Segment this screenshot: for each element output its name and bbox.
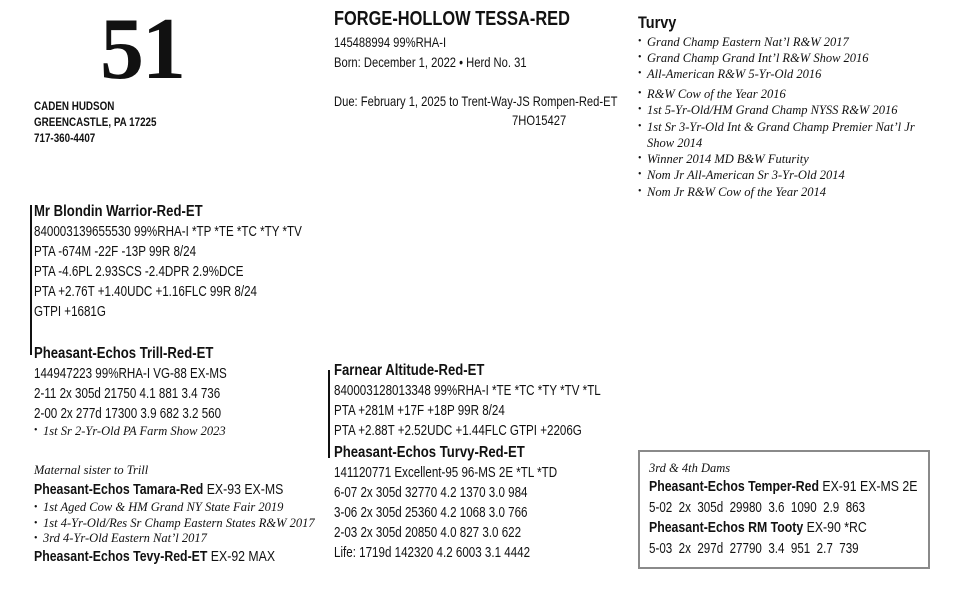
dam4-name: Pheasant-Echos RM Tooty bbox=[649, 519, 804, 536]
granddam-records bbox=[334, 483, 530, 563]
turvy-honor-item: • Nom Jr R&W Cow of the Year 2014 bbox=[638, 184, 930, 200]
maternal-other-class: EX-92 MAX bbox=[207, 548, 276, 565]
sire-detail-line: PTA -674M -22F -13P 99R 8/24 bbox=[34, 244, 197, 260]
dam3-record: 5-02 2x 305d 29980 3.6 1090 2.9 863 bbox=[649, 500, 866, 516]
sire-detail-line: GTPI +1681G bbox=[34, 304, 106, 320]
consignor-phone: 717-360-4407 bbox=[34, 131, 96, 145]
granddam-class: 141120771 Excellent-95 96-MS 2E *TL *TD bbox=[334, 465, 558, 481]
dam-sire-details bbox=[334, 381, 601, 441]
sire-details bbox=[34, 222, 302, 322]
granddam-name: Pheasant-Echos Turvy-Red-ET bbox=[334, 444, 525, 461]
animal-born: Born: December 1, 2022 • Herd No. 31 bbox=[334, 54, 527, 70]
dam4-record: 5-03 2x 297d 27790 3.4 951 2.7 739 bbox=[649, 541, 859, 557]
dam3-name: Pheasant-Echos Temper-Red bbox=[649, 478, 819, 495]
turvy-honor-item: • Nom Jr All-American Sr 3-Yr-Old 2014 bbox=[638, 167, 930, 183]
animal-due: Due: February 1, 2025 to Trent-Way-JS Rompen-Red-ET bbox=[334, 93, 618, 109]
dam-detail-line: 144947223 99%RHA-I VG-88 EX-MS bbox=[34, 366, 227, 382]
dams-box-label: 3rd & 4th Dams bbox=[649, 461, 731, 475]
dam-sire-name: Farnear Altitude-Red-ET bbox=[334, 362, 485, 379]
dam3-class: EX-91 EX-MS 2E bbox=[818, 478, 918, 495]
service-sire-code: 7HO15427 bbox=[512, 112, 567, 128]
turvy-honor-item: • Grand Champ Grand Int’l R&W Show 2016 bbox=[638, 50, 938, 66]
dam-sire-detail-line: PTA +281M +17F +18P 99R 8/24 bbox=[334, 403, 505, 419]
dam-honors bbox=[34, 423, 226, 439]
animal-reg: 145488994 99%RHA-I bbox=[334, 34, 447, 50]
dam-sire-detail-line: PTA +2.88T +2.52UDC +1.44FLC GTPI +2206G bbox=[334, 423, 582, 439]
maternal-sister-honors bbox=[34, 500, 315, 547]
dam4-class: EX-90 *RC bbox=[803, 519, 867, 536]
dam-detail-line: 2-00 2x 277d 17300 3.9 682 3.2 560 bbox=[34, 406, 222, 422]
sire-detail-line: PTA -4.6PL 2.93SCS -2.4DPR 2.9%DCE bbox=[34, 264, 244, 280]
dam-details bbox=[34, 364, 227, 424]
dam3-line bbox=[649, 477, 917, 497]
sister-honor-item: • 1st Aged Cow & HM Grand NY State Fair 2019 bbox=[34, 500, 315, 516]
sister-honor-item: • 3rd 4-Yr-Old Eastern Nat’l 2017 bbox=[34, 531, 315, 547]
maternal-sister-class: EX-93 EX-MS bbox=[203, 481, 284, 498]
consignor-location: GREENCASTLE, PA 17225 bbox=[34, 115, 157, 129]
turvy-honors-group1 bbox=[638, 34, 938, 82]
dam-sire-detail-line: 840003128013348 99%RHA-I *TE *TC *TY *TV *TL bbox=[334, 383, 601, 399]
turvy-honor-item: • 1st 5-Yr-Old/HM Grand Champ NYSS R&W 2016 bbox=[638, 102, 930, 118]
granddam-record-line: 6-07 2x 305d 32770 4.2 1370 3.0 984 bbox=[334, 485, 528, 501]
turvy-honor-item: • All-American R&W 5-Yr-Old 2016 bbox=[638, 66, 938, 82]
turvy-honor-item: • Grand Champ Eastern Nat’l R&W 2017 bbox=[638, 34, 938, 50]
dam-name: Pheasant-Echos Trill-Red-ET bbox=[34, 345, 214, 362]
pedigree-line-dam-sire bbox=[328, 370, 330, 458]
turvy-title: Turvy bbox=[638, 13, 677, 32]
animal-info bbox=[334, 32, 527, 72]
turvy-honor-item: • R&W Cow of the Year 2016 bbox=[638, 86, 930, 102]
turvy-honor-item: • 1st Sr 3-Yr-Old Int & Grand Champ Premier Nat’l Jr Show 2014 bbox=[638, 119, 930, 152]
turvy-honors-group2 bbox=[638, 86, 930, 200]
dam4-line bbox=[649, 518, 867, 538]
dam-detail-line: 2-11 2x 305d 21750 4.1 881 3.4 736 bbox=[34, 386, 221, 402]
pedigree-line-sire bbox=[30, 205, 32, 355]
sire-detail-line: 840003139655530 99%RHA-I *TP *TE *TC *TY *TV bbox=[34, 224, 302, 240]
granddam-record-line: 3-06 2x 305d 25360 4.2 1068 3.0 766 bbox=[334, 505, 528, 521]
sister-honor-item: • 1st 4-Yr-Old/Res Sr Champ Eastern States R&W 2017 bbox=[34, 516, 315, 532]
maternal-sister bbox=[34, 480, 283, 500]
maternal-other bbox=[34, 547, 275, 567]
sire-detail-line: PTA +2.76T +1.40UDC +1.16FLC 99R 8/24 bbox=[34, 284, 258, 300]
maternal-sister-name: Pheasant-Echos Tamara-Red bbox=[34, 481, 204, 498]
granddam-record-line: Life: 1719d 142320 4.2 6003 3.1 4442 bbox=[334, 545, 531, 561]
maternal-other-name: Pheasant-Echos Tevy-Red-ET bbox=[34, 548, 208, 565]
consignor-block bbox=[34, 98, 157, 146]
consignor-name: CADEN HUDSON bbox=[34, 99, 115, 113]
lot-number: 51 bbox=[100, 1, 184, 98]
turvy-honor-item: • Winner 2014 MD B&W Futurity bbox=[638, 151, 930, 167]
sire-name: Mr Blondin Warrior-Red-ET bbox=[34, 203, 203, 220]
maternal-note: Maternal sister to Trill bbox=[34, 463, 149, 477]
dams-box bbox=[638, 450, 930, 569]
dam-honor-item: • 1st Sr 2-Yr-Old PA Farm Show 2023 bbox=[34, 423, 226, 439]
animal-name: FORGE-HOLLOW TESSA-RED bbox=[334, 8, 570, 30]
granddam-record-line: 2-03 2x 305d 20850 4.0 827 3.0 622 bbox=[334, 525, 522, 541]
